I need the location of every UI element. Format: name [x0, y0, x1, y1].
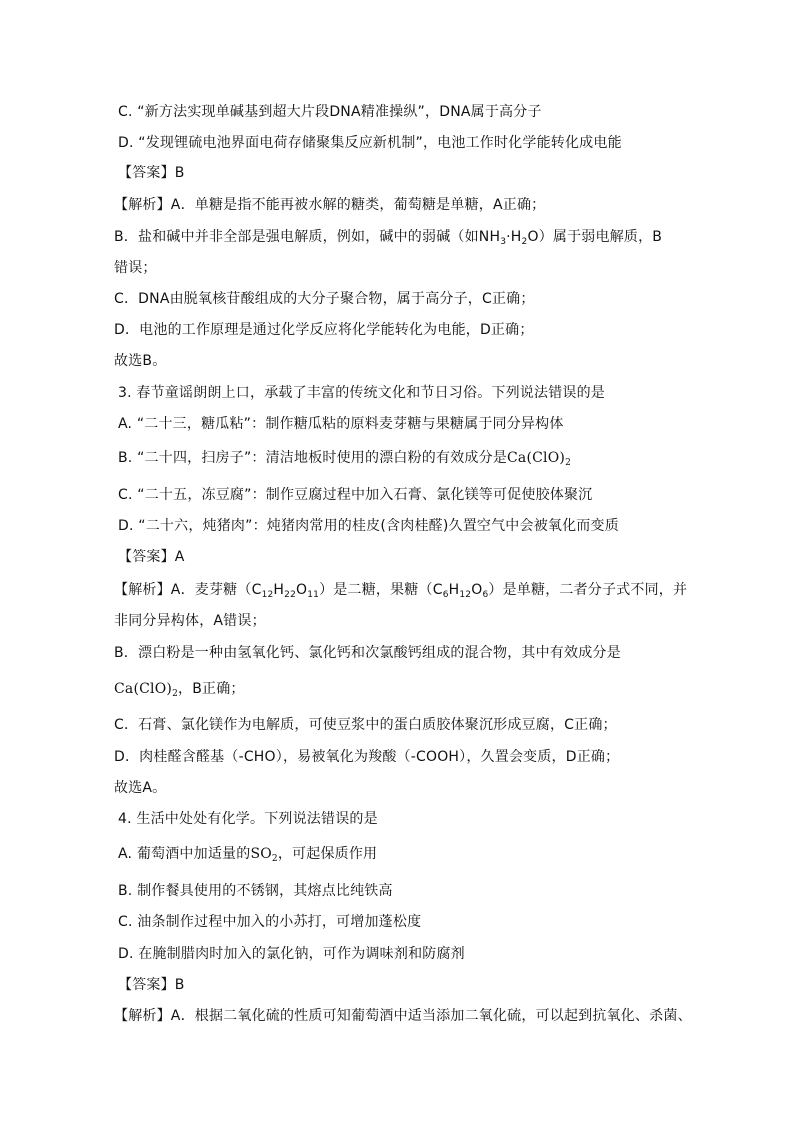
text: 【答案】A	[118, 549, 185, 565]
subscript: 2	[521, 237, 528, 247]
text: O）属于弱电解质，B	[527, 229, 663, 245]
option-d-line	[118, 944, 465, 964]
text: ）是单糖，二者分子式不同，并	[488, 582, 688, 598]
text: C. “新方法实现单碱基到超大片段DNA精准操纵”，DNA属于高分子	[118, 104, 542, 120]
option-d-line	[118, 133, 622, 153]
text: ，可起保质作用	[277, 846, 378, 862]
text: 故选A。	[114, 780, 167, 796]
answer-line	[118, 163, 185, 183]
text: 非同分异构体，A错误；	[114, 613, 266, 629]
text: B．漂白粉是一种由氢氧化钙、氯化钙和次氯酸钙组成的混合物，其中有效成分是	[114, 645, 621, 661]
subscript: 22	[284, 590, 297, 600]
analysis-line	[114, 258, 157, 278]
text: C. “二十五，冻豆腐”：制作豆腐过程中加入石膏、氯化镁等可促使胶体聚沉	[118, 487, 593, 503]
option-a-line	[118, 414, 564, 434]
analysis-line	[114, 611, 266, 631]
analysis-line	[114, 643, 621, 663]
text: C．DNA由脱氧核苷酸组成的大分子聚合物，属于高分子，C正确；	[114, 291, 535, 307]
formula: SO	[250, 846, 272, 862]
conclusion-line	[114, 778, 166, 798]
text: O	[296, 582, 308, 598]
text: D. “二十六，炖猪肉”：炖猪肉常用的桂皮(含肉桂醛)久置空气中会被氧化而变质	[118, 518, 619, 534]
text: 【答案】B	[118, 165, 185, 181]
subscript: 2	[565, 458, 572, 468]
text: O	[471, 582, 483, 598]
text: 故选B。	[114, 353, 167, 369]
text: D. 在腌制腊肉时加入的氯化钠，可作为调味剂和防腐剂	[118, 946, 465, 962]
option-a-line	[118, 844, 377, 864]
subscript: 2	[271, 854, 278, 864]
text: ·H	[506, 229, 522, 245]
option-b-line	[118, 881, 393, 901]
text: 【解析】A．麦芽糖（C	[114, 582, 262, 598]
option-c-line	[118, 102, 542, 122]
text: H	[448, 582, 460, 598]
answer-line	[118, 975, 185, 995]
subscript: 12	[261, 590, 274, 600]
text: 3. 春节童谣朗朗上口，承载了丰富的传统文化和节日习俗。下列说法错误的是	[118, 385, 606, 401]
analysis-line	[114, 195, 545, 215]
text: B. “二十四，扫房子”：清洁地板时使用的漂白粉的有效成分是	[118, 450, 508, 466]
option-c-line	[118, 485, 592, 505]
analysis-line	[114, 580, 687, 600]
text: 【解析】A．根据二氧化硫的性质可知葡萄酒中适当添加二氧化硫，可以起到抗氧化、杀菌、	[114, 1008, 692, 1024]
subscript: 6	[482, 590, 489, 600]
analysis-line	[114, 715, 617, 735]
formula: Ca(ClO)	[114, 681, 173, 697]
analysis-line	[114, 679, 245, 699]
text: A. “二十三，糖瓜粘”：制作糖瓜粘的原料麦芽糖与果糖属于同分异构体	[118, 416, 564, 432]
question-3-stem	[118, 383, 605, 403]
analysis-line	[114, 320, 534, 340]
text: D．肉桂醛含醛基（-CHO），易被氧化为羧酸（-COOH），久置会变质，D正确；	[114, 749, 620, 765]
analysis-line	[114, 747, 619, 767]
subscript: 6	[442, 590, 449, 600]
text: 【解析】A．单糖是指不能再被水解的糖类，葡萄糖是单糖，A正确；	[114, 197, 546, 213]
conclusion-line	[114, 351, 166, 371]
text: ）是二糖，果糖（C	[319, 582, 443, 598]
option-c-line	[118, 912, 421, 932]
subscript: 3	[500, 237, 507, 247]
formula: Ca(ClO)	[507, 450, 566, 466]
subscript: 2	[172, 689, 178, 699]
text: ，B正确；	[178, 681, 245, 697]
analysis-line	[114, 289, 535, 309]
text: A. 葡萄酒中加适量的	[118, 846, 251, 862]
text: H	[273, 582, 285, 598]
text: 错误；	[114, 260, 157, 276]
text: 4. 生活中处处有化学。下列说法错误的是	[118, 811, 378, 827]
question-4-stem	[118, 809, 378, 829]
text: D．电池的工作原理是通过化学反应将化学能转化为电能，D正确；	[114, 322, 534, 338]
option-d-line	[118, 516, 619, 536]
option-b-line	[118, 448, 571, 468]
answer-line	[118, 547, 185, 567]
subscript: 12	[459, 590, 472, 600]
text: B．盐和碱中并非全部是强电解质，例如，碱中的弱碱（如NH	[114, 229, 501, 245]
text: C．石膏、氯化镁作为电解质，可使豆浆中的蛋白质胶体聚沉形成豆腐，C正确；	[114, 717, 617, 733]
text: D. “发现锂硫电池界面电荷存储聚集反应新机制”，电池工作时化学能转化成电能	[118, 135, 622, 151]
text: C. 油条制作过程中加入的小苏打，可增加蓬松度	[118, 914, 422, 930]
analysis-line	[114, 1006, 692, 1026]
text: 【答案】B	[118, 977, 185, 993]
subscript: 11	[307, 590, 320, 600]
analysis-line	[114, 227, 662, 247]
text: B. 制作餐具使用的不锈钢，其熔点比纯铁高	[118, 883, 393, 899]
